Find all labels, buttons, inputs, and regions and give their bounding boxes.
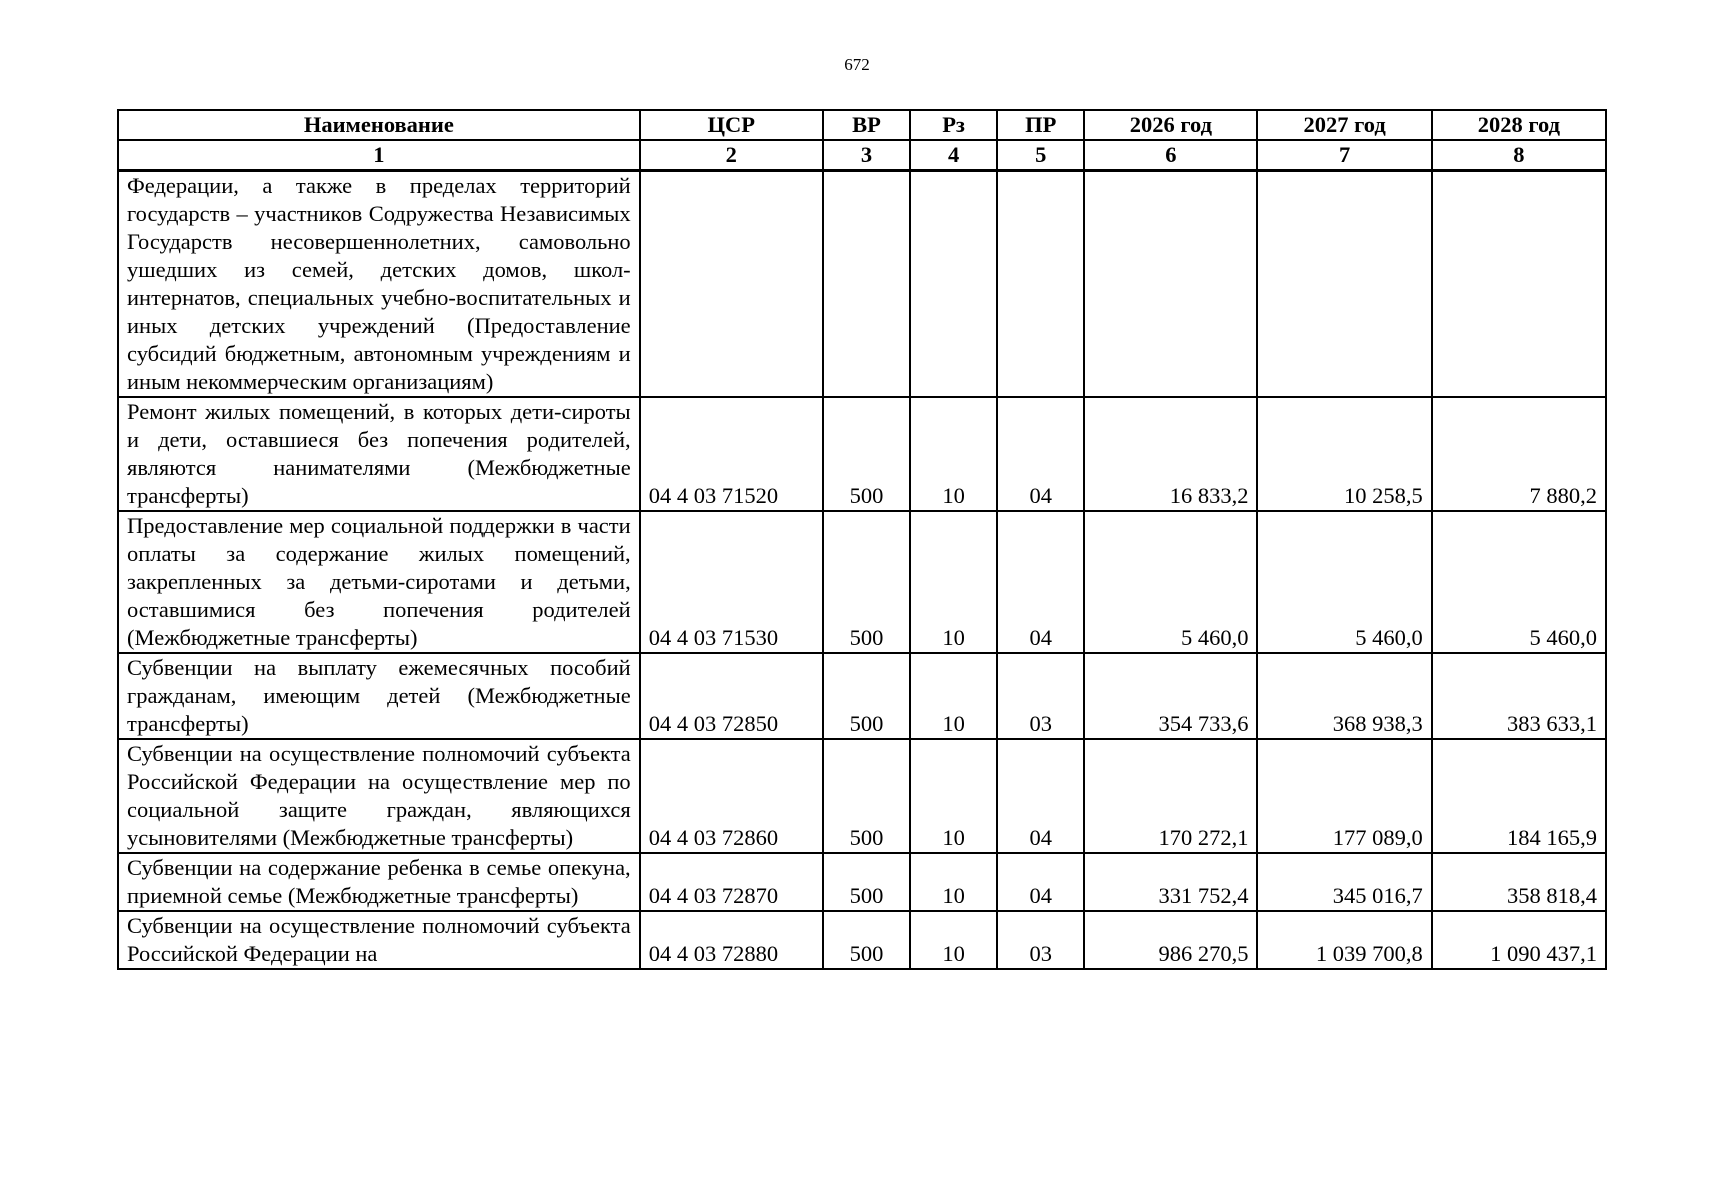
row-2027: 5 460,0 (1257, 511, 1431, 653)
row-name: Ремонт жилых помещений, в которых дети-сироты и дети, оставшиеся без попечения родителей, являются нанимателями (Межбюджетные трансферты) (118, 397, 640, 511)
table-row (118, 171, 1606, 398)
col-header-2028: 2028 год (1432, 110, 1606, 140)
table-row (118, 653, 1606, 739)
row-vr: 500 (823, 653, 910, 739)
col-number: 6 (1084, 140, 1257, 171)
row-rz (910, 171, 997, 398)
row-pr: 04 (997, 397, 1084, 511)
row-2027 (1257, 171, 1431, 398)
row-pr: 04 (997, 511, 1084, 653)
col-number: 4 (910, 140, 997, 171)
row-2027: 177 089,0 (1257, 739, 1431, 853)
row-vr: 500 (823, 911, 910, 969)
row-pr: 03 (997, 653, 1084, 739)
row-pr (997, 171, 1084, 398)
col-header-pr: ПР (997, 110, 1084, 140)
row-rz: 10 (910, 653, 997, 739)
row-2026: 986 270,5 (1084, 911, 1257, 969)
row-csr: 04 4 03 72850 (640, 653, 823, 739)
col-number: 3 (823, 140, 910, 171)
row-2028: 358 818,4 (1432, 853, 1606, 911)
row-vr: 500 (823, 397, 910, 511)
row-2026: 16 833,2 (1084, 397, 1257, 511)
row-2026: 354 733,6 (1084, 653, 1257, 739)
row-vr: 500 (823, 853, 910, 911)
table-row (118, 853, 1606, 911)
row-vr: 500 (823, 739, 910, 853)
table-row (118, 911, 1606, 969)
col-header-rz: Рз (910, 110, 997, 140)
table-row (118, 511, 1606, 653)
row-csr (640, 171, 823, 398)
row-name: Субвенции на осуществление полномочий субъекта Российской Федерации на (118, 911, 640, 969)
budget-table (117, 109, 1607, 970)
row-rz: 10 (910, 511, 997, 653)
row-name: Федерации, а также в пределах территорий государств – участников Содружества Независимых Государств несовершеннолетних, самовольно ушедших из семей, детских домов, школ-интернатов, специальных учебно-воспитательных и иных детских учреждений (Предоставление субсидий бюджетным, автономным учреждениям и иным некоммерческим организациям) (118, 171, 640, 398)
row-vr: 500 (823, 511, 910, 653)
col-header-vr: ВР (823, 110, 910, 140)
col-header-2027: 2027 год (1257, 110, 1431, 140)
row-vr (823, 171, 910, 398)
row-csr: 04 4 03 72870 (640, 853, 823, 911)
row-2028: 1 090 437,1 (1432, 911, 1606, 969)
row-name: Субвенции на содержание ребенка в семье опекуна, приемной семье (Межбюджетные трансферты) (118, 853, 640, 911)
row-pr: 03 (997, 911, 1084, 969)
row-name: Субвенции на выплату ежемесячных пособий гражданам, имеющим детей (Межбюджетные трансферты) (118, 653, 640, 739)
column-number-row (118, 140, 1606, 171)
row-pr: 04 (997, 853, 1084, 911)
row-2026: 5 460,0 (1084, 511, 1257, 653)
row-rz: 10 (910, 853, 997, 911)
col-number: 5 (997, 140, 1084, 171)
row-2028: 184 165,9 (1432, 739, 1606, 853)
header-row (118, 110, 1606, 140)
table-row (118, 739, 1606, 853)
row-2028: 5 460,0 (1432, 511, 1606, 653)
col-number: 7 (1257, 140, 1431, 171)
row-2027: 345 016,7 (1257, 853, 1431, 911)
row-rz: 10 (910, 739, 997, 853)
table-row (118, 397, 1606, 511)
row-rz: 10 (910, 397, 997, 511)
row-2026: 331 752,4 (1084, 853, 1257, 911)
col-header-csr: ЦСР (640, 110, 823, 140)
page-number: 672 (844, 55, 870, 74)
col-number: 8 (1432, 140, 1606, 171)
col-number: 2 (640, 140, 823, 171)
row-rz: 10 (910, 911, 997, 969)
col-header-2026: 2026 год (1084, 110, 1257, 140)
row-name: Предоставление мер социальной поддержки в части оплаты за содержание жилых помещений, закрепленных за детьми-сиротами и детьми, оставшимися без попечения родителей (Межбюджетные трансферты) (118, 511, 640, 653)
row-2026: 170 272,1 (1084, 739, 1257, 853)
row-2028: 7 880,2 (1432, 397, 1606, 511)
row-2027: 1 039 700,8 (1257, 911, 1431, 969)
row-2027: 368 938,3 (1257, 653, 1431, 739)
row-2028 (1432, 171, 1606, 398)
row-2027: 10 258,5 (1257, 397, 1431, 511)
row-2026 (1084, 171, 1257, 398)
col-number: 1 (118, 140, 640, 171)
row-csr: 04 4 03 72880 (640, 911, 823, 969)
row-csr: 04 4 03 71530 (640, 511, 823, 653)
row-csr: 04 4 03 72860 (640, 739, 823, 853)
row-csr: 04 4 03 71520 (640, 397, 823, 511)
row-pr: 04 (997, 739, 1084, 853)
row-name: Субвенции на осуществление полномочий субъекта Российской Федерации на осуществление мер по социальной защите граждан, являющихся усыновителями (Межбюджетные трансферты) (118, 739, 640, 853)
row-2028: 383 633,1 (1432, 653, 1606, 739)
col-header-name: Наименование (118, 110, 640, 140)
